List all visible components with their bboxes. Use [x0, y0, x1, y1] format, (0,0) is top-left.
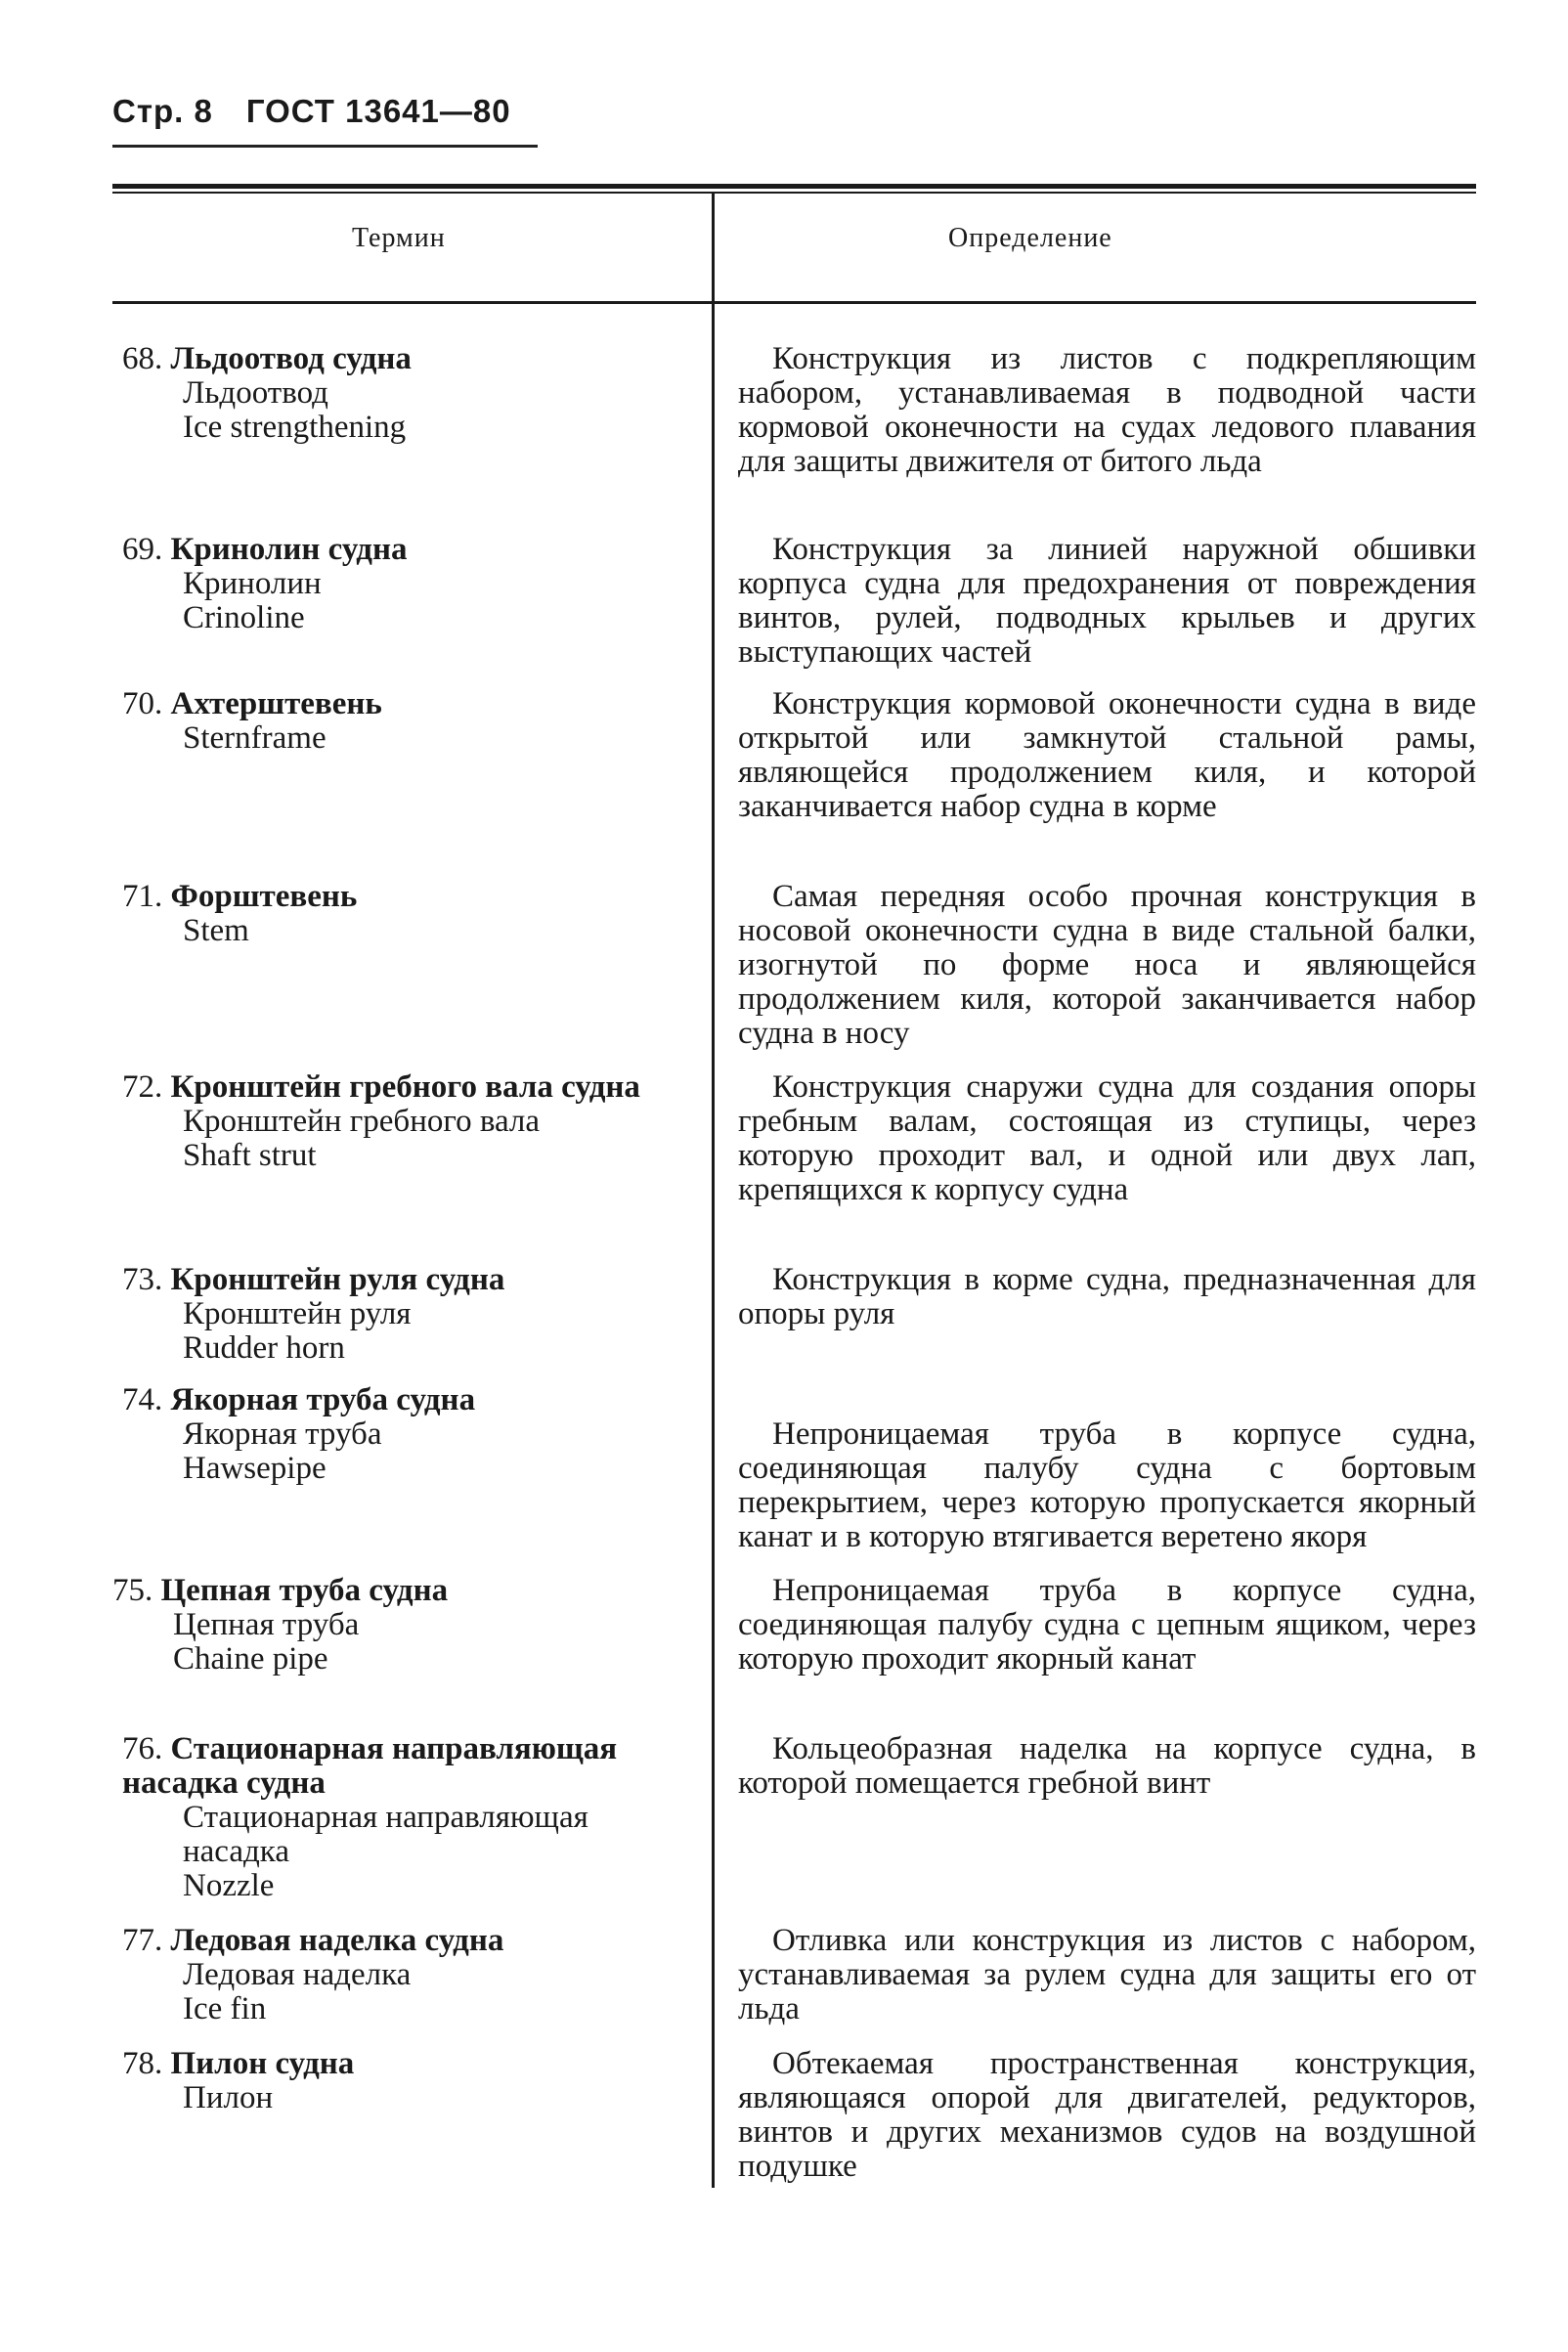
column-header-term: Термин: [352, 223, 446, 253]
term-number: 70.: [122, 686, 163, 721]
term-main: Льдоотвод судна: [170, 341, 412, 376]
term-short: Пилон: [183, 2080, 274, 2115]
definition-cell: [738, 1263, 1476, 1331]
term-main: Кринолин судна: [170, 532, 408, 567]
term-main: Стационарная направляющая насадка судна: [122, 1731, 618, 1801]
definition-text: Обтекаемая пространственная конструкция, являющаяся опорой для двигателей, редукторов, винтов и других механизмов судов на воздушной подушке: [738, 2046, 1476, 2184]
column-divider: [712, 194, 715, 2188]
term-number: 76.: [122, 1731, 163, 1766]
term-number: 74.: [122, 1382, 163, 1417]
definition-text: Самая передняя особо прочная конструкция в носовой оконечности судна в виде стальной балки, изогнутой по форме носа и являющейся продолжением киля, которой заканчивается набор судна в носу: [738, 879, 1476, 1051]
definition-text: Конструкция кормовой оконечности судна в виде открытой или замкнутой стальной рамы, являющейся продолжением киля, и которой заканчивается набор судна в корме: [738, 686, 1476, 824]
term-cell: [122, 1070, 684, 1173]
definition-cell: [738, 880, 1476, 1051]
term-cell: [112, 1574, 675, 1677]
term-cell: [122, 342, 684, 445]
definition-cell: [738, 1574, 1476, 1677]
term-cell: [122, 1732, 684, 1903]
term-cell: [122, 1924, 684, 2026]
term-number: 77.: [122, 1923, 163, 1958]
term-english: Rudder horn: [183, 1330, 345, 1366]
term-short: Стационарная направляющая насадка: [183, 1800, 588, 1869]
term-main: Якорная труба судна: [170, 1382, 476, 1417]
term-main: Цепная труба судна: [160, 1573, 449, 1608]
definition-text: Отливка или конструкция из листов с набором, устанавливаемая за рулем судна для защиты его от льда: [738, 1923, 1476, 2026]
definition-text: Конструкция из листов с подкрепляющим набором, устанавливаемая в подводной части кормовой оконечности на судах ледового плавания для защиты движителя от битого льда: [738, 341, 1476, 479]
term-english: Stem: [183, 913, 249, 948]
term-number: 72.: [122, 1069, 163, 1105]
term-english: Shaft strut: [183, 1138, 317, 1173]
term-cell: [122, 1263, 684, 1366]
column-header-definition: Определение: [948, 223, 1112, 253]
term-main: Ахтерштевень: [170, 686, 382, 721]
term-cell: [122, 533, 684, 635]
term-main: Пилон судна: [170, 2046, 355, 2081]
definition-cell: [738, 2047, 1476, 2184]
term-main: Кронштейн руля судна: [170, 1262, 505, 1297]
term-short: Якорная труба: [183, 1416, 382, 1452]
term-number: 75.: [112, 1573, 153, 1608]
definition-cell: [738, 533, 1476, 670]
term-short: Кринолин: [183, 566, 322, 601]
term-short: Цепная труба: [173, 1607, 360, 1642]
definition-text: Конструкция в корме судна, предназначенная для опоры руля: [738, 1262, 1476, 1331]
term-short: Кронштейн гребного вала: [183, 1104, 541, 1139]
table-header-rule: [112, 301, 1476, 304]
definition-text: Кольцеобразная наделка на корпусе судна, в которой помещается гребной винт: [738, 1731, 1476, 1801]
table-top-rule: [112, 184, 1476, 189]
term-cell: [122, 880, 684, 948]
term-english: Hawsepipe: [183, 1451, 327, 1486]
term-number: 73.: [122, 1262, 163, 1297]
term-english: Crinoline: [183, 600, 305, 635]
term-cell: [122, 687, 684, 756]
term-english: Sternframe: [183, 720, 327, 756]
definition-cell: [738, 687, 1476, 824]
standard-number: ГОСТ 13641—80: [245, 93, 511, 129]
term-english: Chaine pipe: [173, 1641, 328, 1677]
definition-cell: [738, 1924, 1476, 2026]
term-number: 78.: [122, 2046, 163, 2081]
term-english: Ice fin: [183, 1991, 267, 2026]
header-underline: [112, 145, 538, 148]
term-main: Ледовая наделка судна: [170, 1923, 504, 1958]
definition-text: Конструкция снаружи судна для создания опоры гребным валам, состоящая из ступицы, через которую проходит вал, и одной или двух лап, крепящихся к корпусу судна: [738, 1069, 1476, 1207]
term-cell: [122, 2047, 684, 2115]
table-top-rule-thin: [112, 192, 1476, 194]
page-header: [112, 93, 511, 130]
definition-text: Непроницаемая труба в корпусе судна, соединяющая палубу судна с бортовым перекрытием, через которую пропускается якорный канат и в которую втягивается веретено якоря: [738, 1416, 1476, 1554]
term-main: Кронштейн гребного вала судна: [170, 1069, 640, 1105]
definition-cell: [738, 1070, 1476, 1207]
term-number: 68.: [122, 341, 163, 376]
definition-text: Непроницаемая труба в корпусе судна, соединяющая палубу судна с цепным ящиком, через которую проходит якорный канат: [738, 1573, 1476, 1677]
term-number: 71.: [122, 879, 163, 914]
definition-cell: [738, 1417, 1476, 1554]
term-short: Льдоотвод: [183, 375, 328, 411]
definition-cell: [738, 342, 1476, 479]
definition-text: Конструкция за линией наружной обшивки корпуса судна для предохранения от повреждения винтов, рулей, подводных крыльев и других выступающих частей: [738, 532, 1476, 670]
term-number: 69.: [122, 532, 163, 567]
definition-cell: [738, 1732, 1476, 1801]
term-english: Nozzle: [183, 1868, 275, 1903]
term-english: Ice strengthening: [183, 410, 407, 445]
term-cell: [122, 1383, 684, 1486]
term-short: Ледовая наделка: [183, 1957, 412, 1992]
page-label: Стр. 8: [112, 93, 213, 129]
term-short: Кронштейн руля: [183, 1296, 412, 1331]
term-main: Форштевень: [170, 879, 358, 914]
